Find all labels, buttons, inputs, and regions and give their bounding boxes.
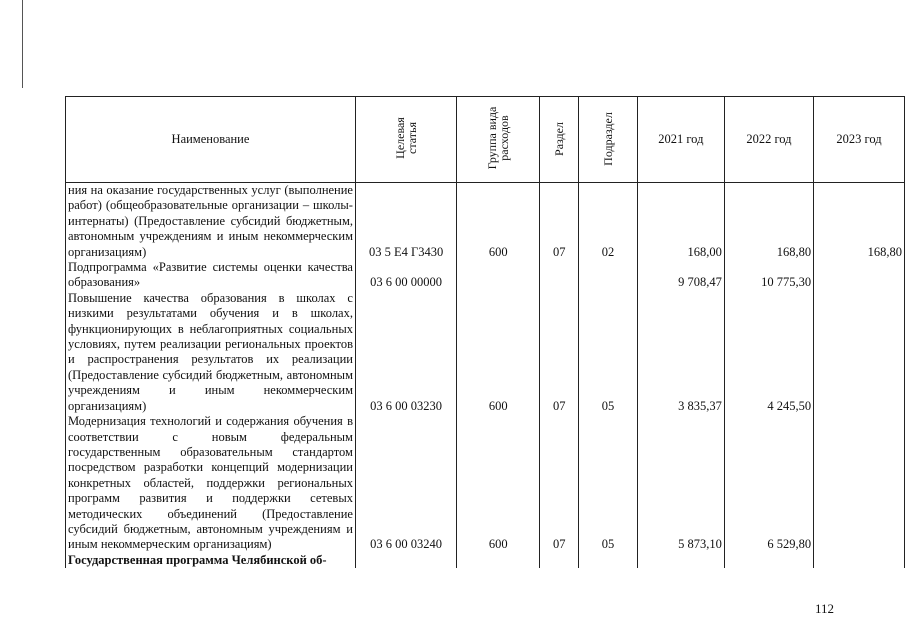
row-value-2022: 168,80 (724, 183, 813, 261)
row-expense-group: 600 (457, 183, 540, 261)
row-value-2022: 10 775,30 (724, 260, 813, 291)
row-value-2023 (814, 553, 905, 568)
row-value-2022 (724, 553, 813, 568)
row-value-2021: 9 708,47 (637, 260, 724, 291)
table-row (66, 291, 905, 414)
header-2022: 2022 год (724, 97, 813, 183)
row-name: Подпрограмма «Развитие системы оценки качества образования» (66, 260, 356, 291)
header-expense-group: Группа вида расходов (457, 97, 540, 183)
row-section: 07 (540, 414, 579, 553)
row-subsection: 02 (579, 183, 638, 261)
row-subsection (579, 553, 638, 568)
row-expense-group (457, 553, 540, 568)
header-target-article: Целевая статья (355, 97, 456, 183)
row-section: 07 (540, 183, 579, 261)
row-value-2023 (814, 291, 905, 414)
table-row (66, 183, 905, 261)
row-value-2021: 3 835,37 (637, 291, 724, 414)
header-2023: 2023 год (814, 97, 905, 183)
row-subsection (579, 260, 638, 291)
header-section: Раздел (540, 97, 579, 183)
row-expense-group: 600 (457, 291, 540, 414)
row-value-2021: 168,00 (637, 183, 724, 261)
row-name: Модернизация технологий и содержания обучения в соответствии с новым федеральным государственным образовательным стандартом посредством разработки концепций модернизации конкретных областей, поддержки региональных программ развития и поддержки сетевых методических объединений (Предоставление субсидий бюджетным, автономным учреждениям и иным некоммерческим организациям) (66, 414, 356, 553)
row-expense-group: 600 (457, 414, 540, 553)
table-row (66, 260, 905, 291)
row-value-2021: 5 873,10 (637, 414, 724, 553)
scan-edge-line (22, 0, 23, 88)
header-name: Наименование (66, 97, 356, 183)
row-name: Государственная программа Челябинской об- (66, 553, 356, 568)
row-target-article (355, 553, 456, 568)
header-subsection: Подраздел (579, 97, 638, 183)
page-number: 112 (815, 601, 835, 616)
row-section (540, 260, 579, 291)
row-value-2023 (814, 414, 905, 553)
row-value-2022: 6 529,80 (724, 414, 813, 553)
row-expense-group (457, 260, 540, 291)
row-section: 07 (540, 291, 579, 414)
row-value-2023: 168,80 (814, 183, 905, 261)
row-name: ния на оказание государственных услуг (выполнение работ) (общеобразовательные организации – школы-интернаты) (Предоставление субсидий бюджетным, автономным учреждениям и иным некоммерческим организациям) (66, 183, 356, 261)
header-2021: 2021 год (637, 97, 724, 183)
budget-table (65, 96, 905, 568)
row-target-article: 03 5 Е4 Г3430 (355, 183, 456, 261)
row-target-article: 03 6 00 03240 (355, 414, 456, 553)
row-target-article: 03 6 00 03230 (355, 291, 456, 414)
row-subsection: 05 (579, 414, 638, 553)
row-subsection: 05 (579, 291, 638, 414)
row-section (540, 553, 579, 568)
row-target-article: 03 6 00 00000 (355, 260, 456, 291)
table-row (66, 553, 905, 568)
row-value-2023 (814, 260, 905, 291)
row-value-2022: 4 245,50 (724, 291, 813, 414)
table-header-row (66, 97, 905, 183)
row-name: Повышение качества образования в школах с низкими результатами обучения и в школах, функционирующих в неблагоприятных социальных условиях, путем реализации региональных проектов и распространения результатов их реализации (Предоставление субсидий бюджетным, автономным учреждениям и иным некоммерческим организациям) (66, 291, 356, 414)
row-value-2021 (637, 553, 724, 568)
table-row (66, 414, 905, 553)
